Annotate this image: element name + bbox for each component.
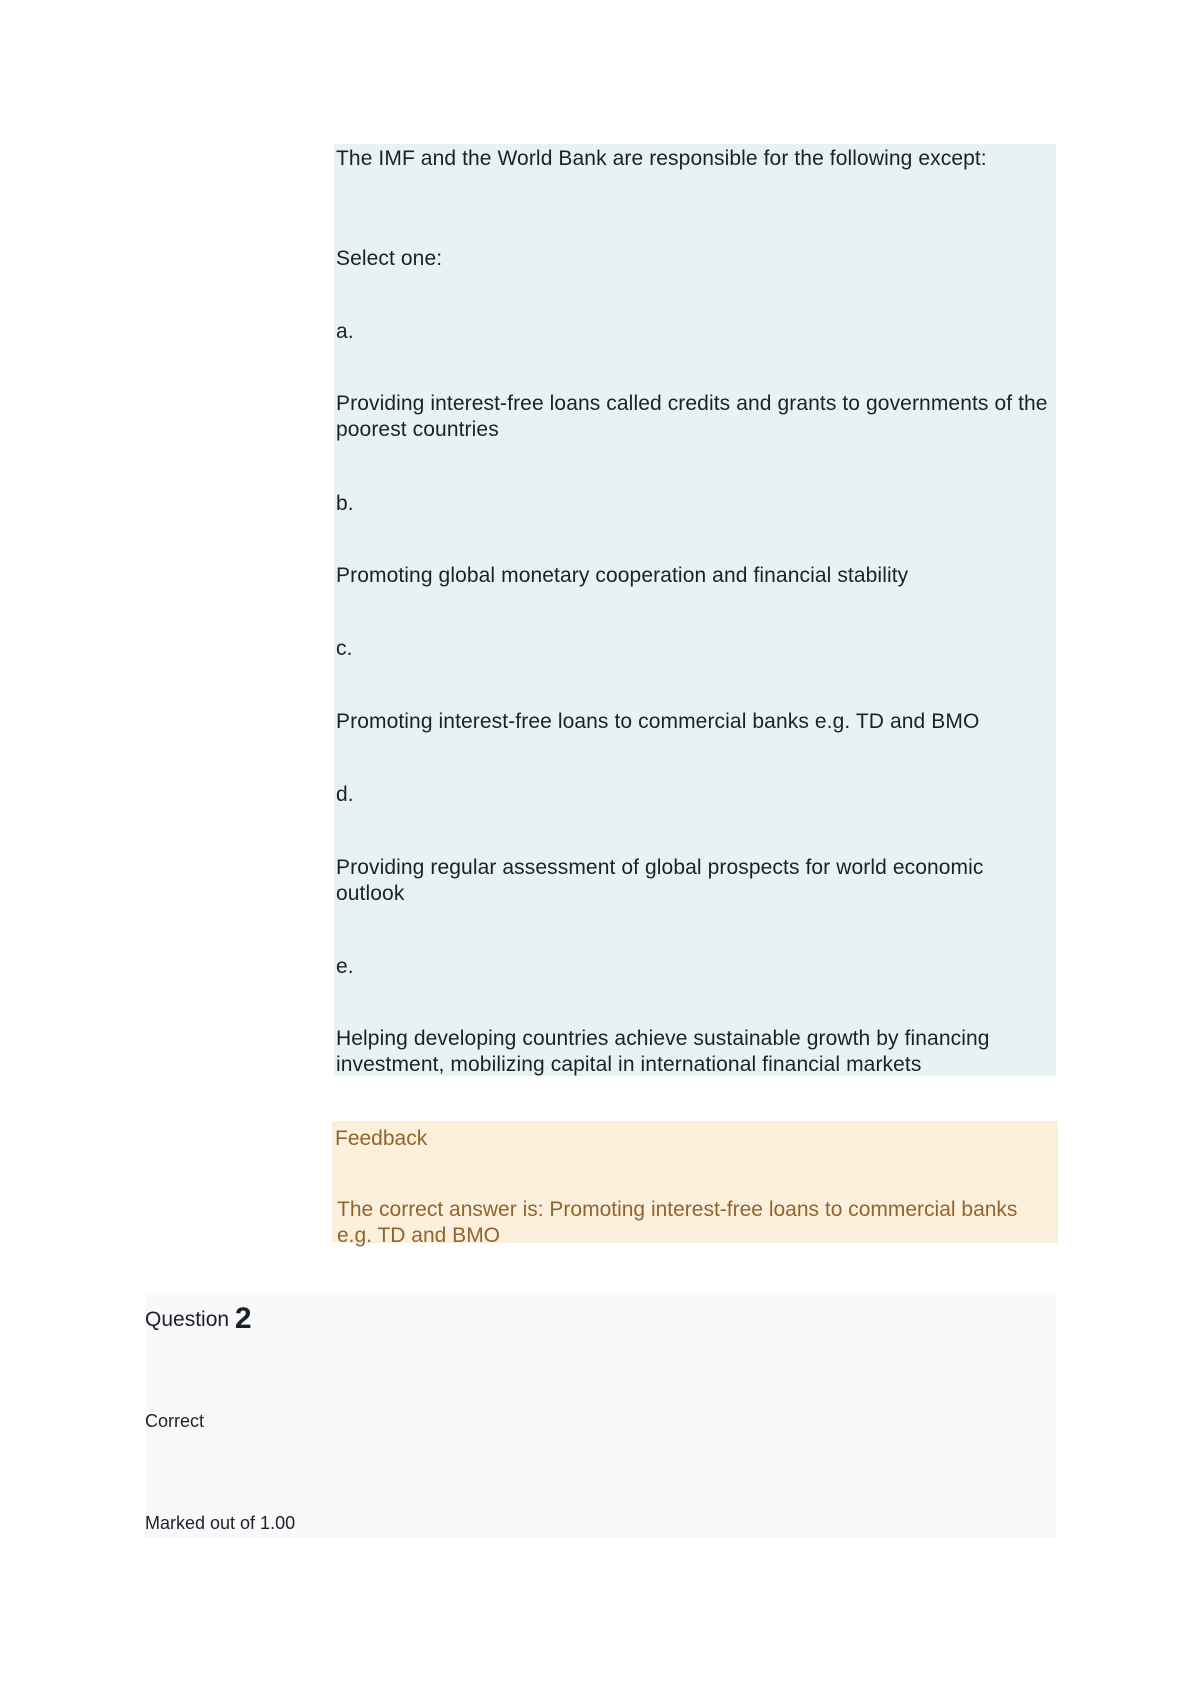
option-c-letter: c. (336, 637, 353, 660)
option-c-text[interactable]: Promoting interest-free loans to commercial banks e.g. TD and BMO (336, 710, 980, 733)
question-grade: Marked out of 1.00 (145, 1513, 296, 1533)
option-b-letter: b. (336, 492, 354, 515)
option-e-text[interactable]: Helping developing countries achieve sustainable growth by financing investment, mobilizing capital in international financial markets (336, 1027, 990, 1076)
option-a-text[interactable]: Providing interest-free loans called credits and grants to governments of the poorest countries (336, 392, 1048, 441)
option-e-letter: e. (336, 955, 354, 978)
select-one-prompt: Select one: (336, 247, 443, 270)
option-b-text[interactable]: Promoting global monetary cooperation and financial stability (336, 564, 909, 587)
feedback-correct-answer: The correct answer is: Promoting interest-free loans to commercial banks e.g. TD and BMO (337, 1198, 1018, 1247)
feedback-panel (332, 1121, 1058, 1247)
question-text: The IMF and the World Bank are responsible for the following except: (336, 147, 987, 170)
question-number: 2 (234, 1302, 252, 1335)
question-state: Correct (145, 1411, 205, 1431)
option-d-text[interactable]: Providing regular assessment of global prospects for world economic outlook (336, 856, 984, 905)
option-d-letter: d. (336, 783, 354, 806)
question-content (334, 144, 1056, 1076)
option-a-letter: a. (336, 320, 354, 343)
feedback-heading: Feedback (335, 1127, 428, 1150)
question-number-heading (145, 1303, 252, 1336)
question-2-info (145, 1293, 1056, 1538)
question-label: Question (145, 1308, 230, 1331)
